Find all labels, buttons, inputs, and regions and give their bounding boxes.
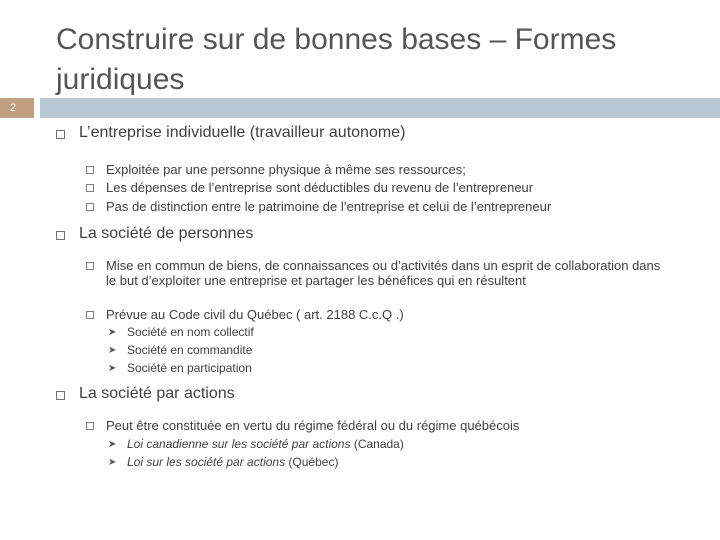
bullet-text: Les dépenses de l’entreprise sont déductibles du revenu de l’entrepreneur	[106, 180, 534, 195]
bullet-text: Mise en commun de biens, de connaissances ou d’activités dans un esprit de collaboration dans le but d’exploiter une entreprise et partager les bénéfices qui en résultent	[106, 258, 661, 288]
square-bullet-icon	[56, 391, 65, 400]
jurisdiction: (Québec)	[285, 455, 339, 469]
section-heading: L’entreprise individuelle (travailleur autonome)	[79, 124, 406, 141]
sub-bullet-text: Société en participation	[127, 361, 252, 375]
sub-bullet-text	[127, 455, 338, 469]
jurisdiction: (Canada)	[350, 437, 404, 451]
arrow-bullet-icon: ➤	[108, 363, 117, 374]
arrow-bullet-icon: ➤	[108, 327, 117, 338]
accent-bar	[40, 98, 720, 118]
sub-bullet-text: Société en nom collectif	[127, 325, 254, 339]
bullet-text: Pas de distinction entre le patrimoine de l’entreprise et celui de l’entrepreneur	[106, 199, 552, 214]
slide-number: 2	[0, 98, 34, 118]
small-square-bullet-icon	[86, 166, 94, 174]
arrow-bullet-icon: ➤	[108, 457, 117, 468]
sub-bullet-text: Société en commandite	[127, 343, 253, 357]
bullet-text: Exploitée par une personne physique à même ses ressources;	[106, 162, 466, 177]
slide-number-bar	[0, 98, 720, 118]
bullet-text: Prévue au Code civil du Québec ( art. 2188 C.c.Q .)	[106, 307, 404, 322]
arrow-bullet-icon: ➤	[108, 345, 117, 356]
small-square-bullet-icon	[86, 262, 94, 270]
law-name: Loi sur les société par actions	[127, 455, 286, 469]
small-square-bullet-icon	[86, 184, 94, 192]
square-bullet-icon	[56, 130, 65, 139]
small-square-bullet-icon	[86, 422, 94, 430]
small-square-bullet-icon	[86, 203, 94, 211]
bullet-text: Peut être constituée en vertu du régime fédéral ou du régime québécois	[106, 418, 520, 433]
small-square-bullet-icon	[86, 311, 94, 319]
section-heading: La société par actions	[79, 385, 235, 402]
square-bullet-icon	[56, 231, 65, 240]
sub-bullet-text	[127, 437, 404, 451]
slide-title: Construire sur de bonnes bases – Formes juridiques	[56, 23, 617, 96]
section-heading: La société de personnes	[79, 225, 254, 242]
law-name: Loi canadienne sur les société par actions	[127, 437, 351, 451]
arrow-bullet-icon: ➤	[108, 439, 117, 450]
